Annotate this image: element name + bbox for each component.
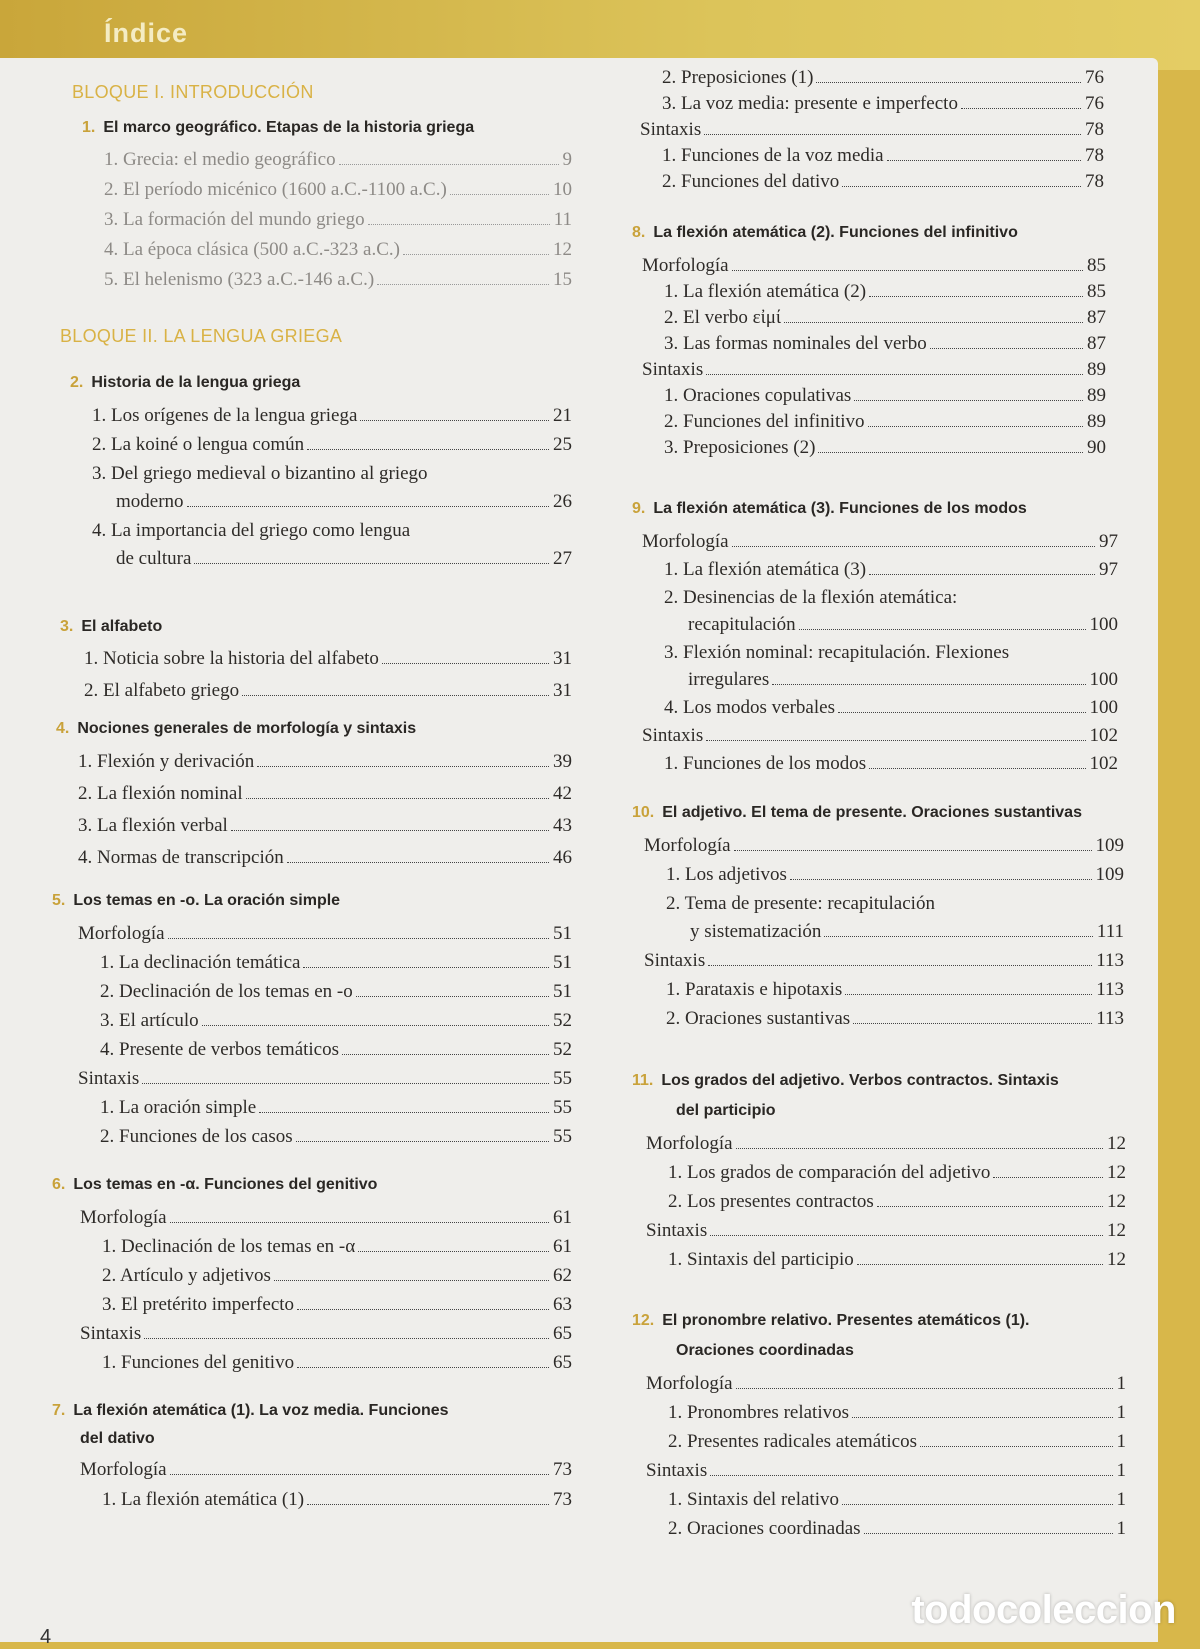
toc-page-number: 73 — [553, 1489, 572, 1510]
toc-entry[interactable] — [644, 834, 1124, 858]
toc-entry[interactable] — [664, 696, 1118, 720]
toc-page-number: 55 — [553, 1126, 572, 1147]
toc-entry-title: 1. Sintaxis del relativo — [668, 1489, 839, 1510]
toc-entry[interactable] — [646, 1132, 1126, 1156]
dot-leader — [194, 563, 549, 564]
toc-entry[interactable] — [690, 920, 1124, 944]
toc-entry[interactable] — [100, 1125, 572, 1149]
toc-entry[interactable] — [666, 978, 1124, 1002]
toc-page-number: 90 — [1087, 437, 1106, 458]
dot-leader — [842, 1504, 1113, 1505]
toc-entry-title: Sintaxis — [642, 359, 704, 380]
toc-entry-title: 1. La flexión atemática (1) — [102, 1489, 305, 1510]
toc-entry[interactable] — [92, 404, 572, 428]
toc-entry[interactable] — [92, 433, 572, 457]
toc-page-number: 109 — [1095, 864, 1124, 885]
toc-entry-title: 3. Las formas nominales del verbo — [664, 333, 927, 354]
dot-leader — [704, 134, 1081, 135]
toc-page-number: 61 — [553, 1207, 572, 1228]
dot-leader — [339, 164, 559, 165]
dot-leader — [170, 1474, 549, 1475]
toc-page-number: 1 — [1116, 1431, 1126, 1452]
toc-entry-title: 1. Los grados de comparación del adjetivo — [668, 1162, 991, 1183]
toc-entry[interactable] — [688, 668, 1118, 692]
toc-page-number: 31 — [553, 680, 572, 701]
index-title: Índice — [104, 18, 189, 48]
toc-entry-title: 3. La flexión verbal — [78, 815, 228, 836]
toc-entry[interactable] — [668, 1161, 1126, 1185]
toc-page-number: 87 — [1087, 333, 1106, 354]
toc-entry[interactable] — [100, 1096, 572, 1120]
toc-entry-title: moderno — [116, 491, 184, 512]
toc-entry-title: 4. Presente de verbos temáticos — [100, 1039, 340, 1060]
toc-entry[interactable] — [662, 170, 1104, 194]
toc-entry-title: 2. El alfabeto griego — [84, 680, 240, 701]
toc-entry[interactable] — [664, 436, 1106, 460]
dot-leader — [930, 348, 1083, 349]
toc-page-number: 85 — [1087, 255, 1106, 276]
dot-leader — [734, 850, 1092, 851]
toc-page-number: 15 — [553, 269, 572, 290]
toc-page-number: 113 — [1096, 979, 1124, 1000]
toc-entry[interactable] — [666, 863, 1124, 887]
toc-page-number: 111 — [1096, 921, 1124, 942]
chapter-9-heading: 9. La flexión atemática (3). Funciones de los modos — [632, 500, 1027, 517]
dot-leader — [868, 426, 1083, 427]
toc-entry[interactable] — [662, 92, 1104, 116]
dot-leader — [854, 400, 1083, 401]
dot-leader — [382, 663, 549, 664]
toc-page-number: 51 — [553, 923, 572, 944]
toc-page-number: 113 — [1096, 1008, 1124, 1029]
dot-leader — [706, 740, 1085, 741]
toc-entry[interactable] — [104, 268, 572, 292]
block-title-1: BLOQUE I. INTRODUCCIÓN — [72, 82, 314, 102]
toc-page-number: 11 — [553, 209, 572, 230]
toc-page-number: 12 — [1107, 1220, 1126, 1241]
toc-entry-title: Sintaxis — [644, 950, 706, 971]
toc-page-number: 21 — [553, 405, 572, 426]
dot-leader — [887, 160, 1081, 161]
toc-entry[interactable] — [662, 144, 1104, 168]
toc-entry[interactable] — [84, 647, 572, 671]
toc-page-number: 1 — [1116, 1460, 1126, 1481]
dot-leader — [852, 1417, 1112, 1418]
toc-entry[interactable] — [104, 208, 572, 232]
dot-leader — [287, 862, 549, 863]
dot-leader — [799, 629, 1086, 630]
toc-entry-title: Morfología — [646, 1373, 733, 1394]
toc-page-number: 76 — [1085, 93, 1104, 114]
dot-leader — [296, 1141, 549, 1142]
dot-leader — [450, 194, 549, 195]
toc-entry-title: 1. Funciones de la voz media — [662, 145, 884, 166]
dot-leader — [168, 938, 549, 939]
toc-page-number: 52 — [553, 1010, 572, 1031]
toc-page-number: 89 — [1087, 385, 1106, 406]
toc-entry[interactable] — [104, 178, 572, 202]
toc-entry-line1: 2. Tema de presente: recapitulación — [666, 893, 935, 914]
dot-leader — [869, 574, 1095, 575]
chapter-1-heading: 1. El marco geográfico. Etapas de la historia griega — [82, 119, 475, 136]
toc-page-number: 1 — [1116, 1518, 1126, 1539]
toc-entry-title: 4. Normas de transcripción — [78, 847, 284, 868]
toc-page-number: 1 — [1116, 1373, 1126, 1394]
dot-leader — [857, 1264, 1103, 1265]
dot-leader — [708, 965, 1092, 966]
chapter-7-heading: 7. La flexión atemática (1). La voz media. Funciones — [52, 1402, 449, 1419]
chapter-12-heading-line2: Oraciones coordinadas — [676, 1342, 854, 1359]
toc-entry[interactable] — [78, 846, 572, 870]
toc-entry-title: 2. Oraciones sustantivas — [666, 1008, 851, 1029]
dot-leader — [824, 936, 1093, 937]
toc-entry-title: 2. La koiné o lengua común — [92, 434, 305, 455]
toc-entry-title: 1. Grecia: el medio geográfico — [104, 149, 336, 170]
chapter-7-heading-line2: del dativo — [80, 1430, 155, 1447]
toc-entry-title: 2. Oraciones coordinadas — [668, 1518, 861, 1539]
dot-leader — [202, 1025, 549, 1026]
toc-entry-title: 1. La flexión atemática (2) — [664, 281, 867, 302]
toc-entry-title: 1. Oraciones copulativas — [664, 385, 852, 406]
toc-page-number: 46 — [553, 847, 572, 868]
dot-leader — [842, 186, 1081, 187]
toc-entry-title: 2. Artículo y adjetivos — [102, 1265, 271, 1286]
dot-leader — [170, 1222, 549, 1223]
toc-entry-title: 1. Funciones de los modos — [664, 753, 867, 774]
dot-leader — [993, 1177, 1103, 1178]
toc-page-number: 39 — [553, 751, 572, 772]
toc-page-number: 10 — [553, 179, 572, 200]
dot-leader — [869, 296, 1083, 297]
dot-leader — [242, 695, 549, 696]
toc-entry-title: 1. La flexión atemática (3) — [664, 559, 867, 580]
toc-entry-title: 1. Parataxis e hipotaxis — [666, 979, 843, 1000]
toc-entry-title: 1. La declinación temática — [100, 952, 301, 973]
toc-page-number: 78 — [1085, 145, 1104, 166]
toc-page-number: 78 — [1085, 119, 1104, 140]
toc-entry[interactable] — [668, 1517, 1126, 1541]
toc-entry-title: 3. El artículo — [100, 1010, 199, 1031]
toc-entry[interactable] — [100, 1038, 572, 1062]
toc-entry[interactable] — [664, 752, 1118, 776]
toc-entry-title: Morfología — [646, 1133, 733, 1154]
toc-entry-title: 1. Flexión y derivación — [78, 751, 255, 772]
toc-entry[interactable] — [102, 1293, 572, 1317]
toc-entry-title: 3. Preposiciones (2) — [664, 437, 816, 458]
toc-entry[interactable] — [688, 613, 1118, 637]
chapter-12-heading: 12. El pronombre relativo. Presentes atemáticos (1). — [632, 1312, 1030, 1329]
dot-leader — [342, 1054, 549, 1055]
toc-entry-title: Morfología — [642, 255, 729, 276]
dot-leader — [403, 254, 549, 255]
toc-entry[interactable] — [78, 922, 572, 946]
toc-entry-title: 1. Declinación de los temas en -α — [102, 1236, 356, 1257]
toc-entry[interactable] — [78, 814, 572, 838]
dot-leader — [710, 1475, 1112, 1476]
dot-leader — [360, 420, 549, 421]
toc-page-number: 73 — [553, 1459, 572, 1480]
toc-page-number: 55 — [553, 1097, 572, 1118]
toc-entry-title: 3. La voz media: presente e imperfecto — [662, 93, 958, 114]
toc-entry[interactable] — [640, 118, 1104, 142]
toc-page-number: 85 — [1087, 281, 1106, 302]
dot-leader — [853, 1023, 1092, 1024]
toc-page-number: 12 — [1107, 1191, 1126, 1212]
toc-entry[interactable] — [668, 1401, 1126, 1425]
dot-leader — [772, 684, 1085, 685]
toc-entry-title: 1. Los adjetivos — [666, 864, 787, 885]
toc-entry[interactable] — [104, 148, 572, 172]
toc-page-number: 26 — [553, 491, 572, 512]
toc-entry-title: irregulares — [688, 669, 770, 690]
toc-page-number: 42 — [553, 783, 572, 804]
toc-entry-title: 2. Preposiciones (1) — [662, 67, 814, 88]
toc-entry-title: Sintaxis — [80, 1323, 142, 1344]
toc-entry-title: 1. Los orígenes de la lengua griega — [92, 405, 358, 426]
chapter-3-heading: 3. El alfabeto — [60, 618, 163, 635]
toc-entry[interactable] — [668, 1430, 1126, 1454]
dot-leader — [144, 1338, 549, 1339]
toc-entry[interactable] — [642, 358, 1106, 382]
dot-leader — [818, 452, 1083, 453]
toc-entry[interactable] — [646, 1459, 1126, 1483]
toc-page-number: 109 — [1095, 835, 1124, 856]
toc-entry-title: 1. Pronombres relativos — [668, 1402, 850, 1423]
dot-leader — [259, 1112, 549, 1113]
dot-leader — [303, 967, 549, 968]
toc-page-number: 89 — [1087, 359, 1106, 380]
toc-entry[interactable] — [100, 980, 572, 1004]
toc-entry-title: 3. El pretérito imperfecto — [102, 1294, 295, 1315]
toc-entry-title: Sintaxis — [646, 1220, 708, 1241]
dot-leader — [358, 1251, 549, 1252]
toc-page-number: 9 — [562, 149, 572, 170]
toc-entry-title: 2. Funciones del infinitivo — [664, 411, 865, 432]
toc-entry[interactable] — [78, 782, 572, 806]
dot-leader — [838, 712, 1086, 713]
toc-entry[interactable] — [80, 1322, 572, 1346]
toc-page-number: 100 — [1089, 669, 1118, 690]
toc-entry-title: Sintaxis — [642, 725, 704, 746]
toc-entry[interactable] — [646, 1372, 1126, 1396]
toc-page-number: 25 — [553, 434, 572, 455]
dot-leader — [736, 1388, 1113, 1389]
dot-leader — [732, 270, 1083, 271]
toc-entry-title: 5. El helenismo (323 a.C.-146 a.C.) — [104, 269, 375, 290]
toc-entry[interactable] — [116, 490, 572, 514]
toc-entry[interactable] — [642, 724, 1118, 748]
toc-entry[interactable] — [664, 306, 1106, 330]
toc-page-number: 1 — [1116, 1489, 1126, 1510]
toc-entry[interactable] — [102, 1235, 572, 1259]
toc-entry-title: 3. La formación del mundo griego — [104, 209, 365, 230]
toc-page-number: 97 — [1099, 531, 1118, 552]
toc-entry-title: Sintaxis — [646, 1460, 708, 1481]
toc-page-number: 12 — [553, 239, 572, 260]
toc-entry[interactable] — [80, 1458, 572, 1482]
toc-entry-title: y sistematización — [690, 921, 822, 942]
toc-page-number: 100 — [1089, 697, 1118, 718]
dot-leader — [377, 284, 549, 285]
toc-entry-title: 2. Presentes radicales atemáticos — [668, 1431, 918, 1452]
toc-entry-title: 2. Funciones del dativo — [662, 171, 840, 192]
toc-entry[interactable] — [642, 254, 1106, 278]
watermark-logo: todocoleccion — [911, 1588, 1176, 1632]
toc-page-number: 1 — [1116, 1402, 1126, 1423]
dot-leader — [816, 82, 1081, 83]
toc-entry-title: Morfología — [80, 1207, 167, 1228]
toc-page-number: 51 — [553, 952, 572, 973]
dot-leader — [142, 1083, 549, 1084]
toc-page-number: 12 — [1107, 1133, 1126, 1154]
dot-leader — [257, 766, 549, 767]
chapter-11-heading: 11. Los grados del adjetivo. Verbos contractos. Sintaxis — [632, 1072, 1059, 1089]
toc-entry-title: 2. El verbo εἰμί — [664, 307, 782, 328]
dot-leader — [274, 1280, 549, 1281]
toc-page-number: 12 — [1107, 1162, 1126, 1183]
toc-entry-title: 1. Noticia sobre la historia del alfabeto — [84, 648, 379, 669]
toc-entry-title: 2. Declinación de los temas en -ο — [100, 981, 353, 1002]
dot-leader — [732, 546, 1095, 547]
toc-page-number: 12 — [1107, 1249, 1126, 1270]
toc-page-number: 76 — [1085, 67, 1104, 88]
chapter-10-heading: 10. El adjetivo. El tema de presente. Oraciones sustantivas — [632, 804, 1082, 821]
dot-leader — [869, 768, 1085, 769]
toc-page-number: 89 — [1087, 411, 1106, 432]
toc-entry-title: de cultura — [116, 548, 192, 569]
toc-page-number: 65 — [553, 1323, 572, 1344]
toc-entry-title: Morfología — [642, 531, 729, 552]
toc-page-number: 100 — [1089, 614, 1118, 635]
toc-entry[interactable] — [116, 547, 572, 571]
toc-entry-title: 1. Sintaxis del participio — [668, 1249, 854, 1270]
toc-page-number: 27 — [553, 548, 572, 569]
toc-entry-title: 4. Los modos verbales — [664, 697, 835, 718]
toc-entry[interactable] — [668, 1248, 1126, 1272]
dot-leader — [790, 879, 1092, 880]
index-page — [0, 58, 1158, 1648]
toc-entry-title: recapitulación — [688, 614, 796, 635]
dot-leader — [307, 1504, 549, 1505]
dot-leader — [706, 374, 1083, 375]
dot-leader — [307, 449, 549, 450]
toc-entry[interactable] — [664, 410, 1106, 434]
toc-entry-title: 4. La época clásica (500 a.C.-323 a.C.) — [104, 239, 400, 260]
toc-page-number: 43 — [553, 815, 572, 836]
toc-entry-line1: 4. La importancia del griego como lengua — [92, 520, 411, 541]
toc-entry[interactable] — [668, 1488, 1126, 1512]
toc-entry[interactable] — [100, 951, 572, 975]
toc-page-number: 31 — [553, 648, 572, 669]
toc-entry-title: 2. Funciones de los casos — [100, 1126, 293, 1147]
toc-entry-title: Morfología — [78, 923, 165, 944]
toc-page-number: 87 — [1087, 307, 1106, 328]
toc-entry[interactable] — [104, 238, 572, 262]
toc-page-number: 52 — [553, 1039, 572, 1060]
dot-leader — [297, 1367, 549, 1368]
toc-entry[interactable] — [666, 1007, 1124, 1031]
toc-page-number: 102 — [1089, 725, 1118, 746]
dot-leader — [920, 1446, 1112, 1447]
toc-entry[interactable] — [78, 1067, 572, 1091]
chapter-4-heading: 4. Nociones generales de morfología y sintaxis — [56, 720, 417, 737]
toc-page-number: 51 — [553, 981, 572, 1002]
toc-page-number: 97 — [1099, 559, 1118, 580]
toc-page-number: 55 — [553, 1068, 572, 1089]
toc-entry[interactable] — [664, 280, 1106, 304]
chapter-11-heading-line2: del participio — [676, 1102, 776, 1119]
dot-leader — [961, 108, 1081, 109]
toc-entry[interactable] — [102, 1264, 572, 1288]
toc-page-number: 63 — [553, 1294, 572, 1315]
toc-page-number: 61 — [553, 1236, 572, 1257]
toc-entry-title: 1. Funciones del genitivo — [102, 1352, 295, 1373]
toc-page-number: 65 — [553, 1352, 572, 1373]
dot-leader — [784, 322, 1083, 323]
toc-entry[interactable] — [78, 750, 572, 774]
toc-entry-title: 1. La oración simple — [100, 1097, 257, 1118]
dot-leader — [246, 798, 549, 799]
toc-entry-title: 2. La flexión nominal — [78, 783, 243, 804]
dot-leader — [736, 1148, 1103, 1149]
chapter-5-heading: 5. Los temas en -ο. La oración simple — [52, 892, 341, 909]
toc-entry[interactable] — [642, 530, 1118, 554]
chapter-2-heading: 2. Historia de la lengua griega — [70, 374, 301, 391]
dot-leader — [864, 1533, 1113, 1534]
toc-entry[interactable] — [662, 66, 1104, 90]
toc-entry[interactable] — [100, 1009, 572, 1033]
dot-leader — [877, 1206, 1103, 1207]
toc-entry[interactable] — [84, 679, 572, 703]
toc-page-number: 102 — [1089, 753, 1118, 774]
toc-entry-title: Sintaxis — [78, 1068, 140, 1089]
dot-leader — [845, 994, 1092, 995]
chapter-6-heading: 6. Los temas en -α. Funciones del genitivo — [52, 1176, 378, 1193]
page-number: 4 — [40, 1626, 52, 1648]
toc-entry[interactable] — [102, 1488, 572, 1512]
block-title-2: BLOQUE II. LA LENGUA GRIEGA — [60, 326, 343, 346]
dot-leader — [231, 830, 549, 831]
toc-entry-title: Morfología — [644, 835, 731, 856]
dot-leader — [297, 1309, 549, 1310]
dot-leader — [187, 506, 549, 507]
toc-entry-line1: 3. Flexión nominal: recapitulación. Flexiones — [664, 642, 1010, 663]
toc-page-number: 62 — [553, 1265, 572, 1286]
toc-entry[interactable] — [668, 1190, 1126, 1214]
toc-entry[interactable] — [664, 558, 1118, 582]
toc-entry[interactable] — [102, 1351, 572, 1375]
toc-entry[interactable] — [664, 384, 1106, 408]
toc-entry-line1: 2. Desinencias de la flexión atemática: — [664, 587, 958, 608]
toc-entry[interactable] — [644, 949, 1124, 973]
toc-entry[interactable] — [80, 1206, 572, 1230]
toc-page-number: 78 — [1085, 171, 1104, 192]
toc-page-number: 113 — [1096, 950, 1124, 971]
dot-leader — [356, 996, 549, 997]
toc-entry-title: 2. El período micénico (1600 a.C.-1100 a.C.) — [104, 179, 447, 200]
toc-entry-title: Morfología — [80, 1459, 167, 1480]
toc-entry-title: Sintaxis — [640, 119, 702, 140]
toc-entry-line1: 3. Del griego medieval o bizantino al griego — [92, 463, 428, 484]
chapter-8-heading: 8. La flexión atemática (2). Funciones del infinitivo — [632, 224, 1018, 241]
dot-leader — [710, 1235, 1103, 1236]
toc-entry[interactable] — [664, 332, 1106, 356]
toc-entry[interactable] — [646, 1219, 1126, 1243]
toc-entry-title: 2. Los presentes contractos — [668, 1191, 874, 1212]
dot-leader — [368, 224, 550, 225]
